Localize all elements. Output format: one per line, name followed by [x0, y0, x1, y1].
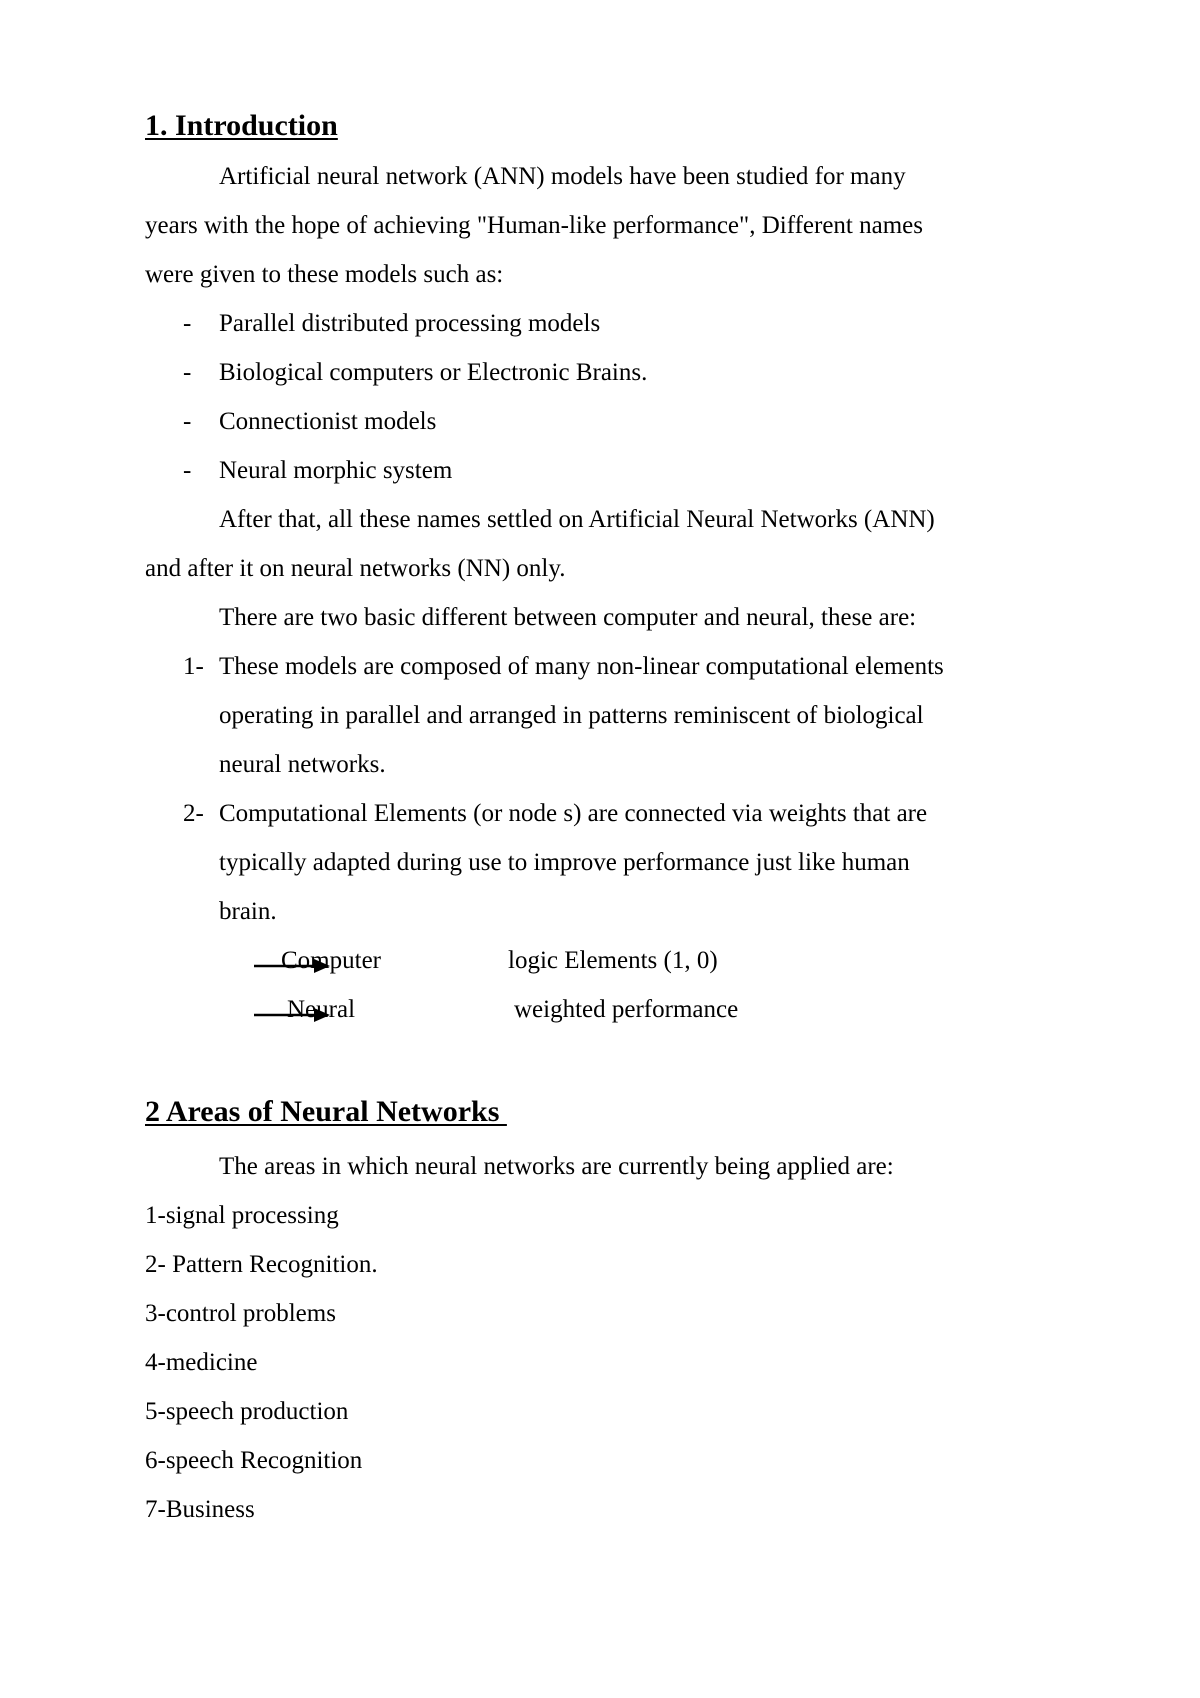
area-item: 4-medicine [145, 1349, 258, 1376]
numbered-2-line-3: brain. [219, 898, 277, 925]
area-item: 5-speech production [145, 1398, 349, 1425]
numbered-marker-2: 2- [183, 800, 204, 827]
comparison-left-computer: Computer [281, 947, 381, 974]
bullet-marker: - [183, 457, 192, 484]
areas-intro: The areas in which neural networks are currently being applied are: [219, 1153, 894, 1180]
bullet-marker: - [183, 359, 192, 386]
bullet-item: Connectionist models [219, 408, 437, 435]
bullet-item: Biological computers or Electronic Brains. [219, 359, 648, 386]
comparison-right-neural: weighted performance [514, 996, 739, 1023]
area-item: 3-control problems [145, 1300, 336, 1327]
para3-line: There are two basic different between computer and neural, these are: [219, 604, 917, 631]
area-item: 1-signal processing [145, 1202, 339, 1229]
comparison-right-computer: logic Elements (1, 0) [508, 947, 718, 974]
para2-line-1: After that, all these names settled on Artificial Neural Networks (ANN) [219, 506, 935, 533]
bullet-marker: - [183, 408, 192, 435]
numbered-1-line-3: neural networks. [219, 751, 386, 778]
bullet-marker: - [183, 310, 192, 337]
numbered-1-line-1: These models are composed of many non-linear computational elements [219, 653, 944, 680]
numbered-marker-1: 1- [183, 653, 204, 680]
bullet-item: Parallel distributed processing models [219, 310, 601, 337]
area-item: 7-Business [145, 1496, 255, 1523]
comparison-left-neural: Neural [287, 996, 356, 1023]
intro-para-line-3: were given to these models such as: [145, 261, 504, 288]
section-1-heading: 1. Introduction [145, 109, 338, 142]
numbered-2-line-2: typically adapted during use to improve performance just like human [219, 849, 910, 876]
intro-para-line-1: Artificial neural network (ANN) models have been studied for many [219, 163, 906, 190]
bullet-item: Neural morphic system [219, 457, 453, 484]
section-2-heading: 2 Areas of Neural Networks [145, 1095, 507, 1128]
numbered-1-line-2: operating in parallel and arranged in patterns reminiscent of biological [219, 702, 924, 729]
numbered-2-line-1: Computational Elements (or node s) are connected via weights that are [219, 800, 928, 827]
area-item: 6-speech Recognition [145, 1447, 363, 1474]
area-item: 2- Pattern Recognition. [145, 1251, 378, 1278]
para2-line-2: and after it on neural networks (NN) only. [145, 555, 566, 582]
intro-para-line-2: years with the hope of achieving "Human-like performance", Different names [145, 212, 923, 239]
